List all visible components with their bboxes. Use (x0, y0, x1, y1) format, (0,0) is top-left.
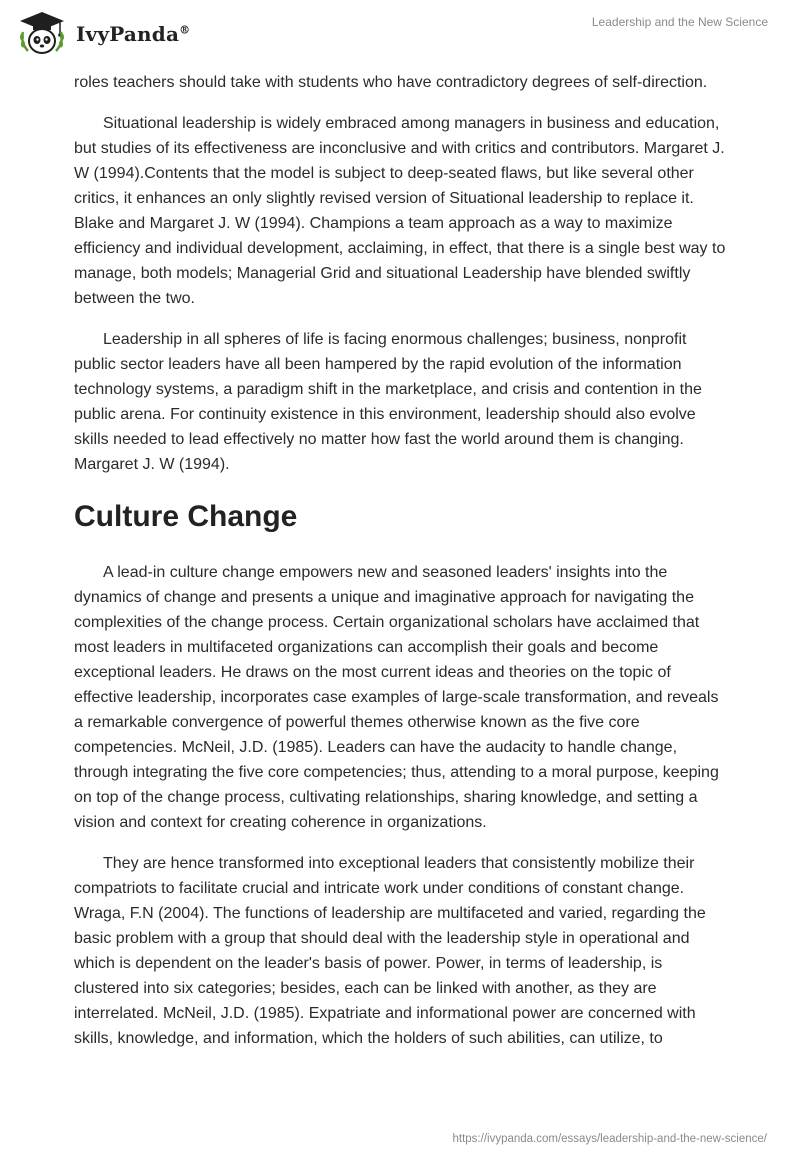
paragraph-continued: roles teachers should take with students who have contradictory degrees of self-direction. (74, 74, 708, 91)
essay-body (74, 70, 726, 1067)
page-url-footer[interactable]: https://ivypanda.com/essays/leadership-and-the-new-science/ (452, 1133, 767, 1145)
panda-graduation-cap-icon (16, 10, 68, 56)
page-header (0, 0, 800, 70)
paragraph: A lead-in culture change empowers new and seasoned leaders' insights into the dynamics of change and presents a unique and imaginative approach for navigating the complexities of the change process. Certain organizational scholars have acclaimed that most leaders in multifaceted organizations can accomplish their goals and become exceptional leaders. He draws on the most current ideas and theories on the topic of effective leadership, incorporates case examples of large-scale transformation, and reveals a remarkable convergence of powerful themes otherwise known as the five core competencies. McNeil, J.D. (1985). Leaders can have the audacity to handle change, through integrating the five core competencies; thus, attending to a moral purpose, keeping on top of the change process, cultivating relationships, sharing knowledge, and setting a vision and context for creating coherence in organizations. (74, 564, 719, 831)
document-title: Leadership and the New Science (591, 15, 768, 29)
paragraph: Leadership in all spheres of life is facing enormous challenges; business, nonprofit public sector leaders have all been hampered by the rapid evolution of the information technology systems, a paradigm shift in the marketplace, and crisis and contention in the public arena. For continuity existence in this environment, leadership should also evolve skills needed to lead effectively no matter how fast the world around them is changing. Margaret J. W (1994). (74, 331, 702, 473)
paragraph: Situational leadership is widely embraced among managers in business and education, but studies of its effectiveness are inconclusive and with critics and contributors. Margaret J. W (1994).Contents that the model is subject to deep-seated flaws, but like several other critics, it enhances an only slightly revised version of Situational leadership to replace it. Blake and Margaret J. W (1994). Champions a team approach as a way to maximize efficiency and individual development, acclaiming, in effect, that there is a single best way to manage, both models; Managerial Grid and situational Leadership have blended swiftly between the two. (74, 115, 726, 307)
section-heading: Culture Change (74, 500, 298, 533)
logo-wordmark: IvyPanda® (76, 22, 191, 46)
paragraph: They are hence transformed into exceptional leaders that consistently mobilize their compatriots to facilitate crucial and intricate work under conditions of constant change. Wraga, F.N (2004). The functions of leadership are multifaceted and varied, regarding the basic problem with a group that should deal with the leadership style in operational and which is dependent on the leader's basis of power. Power, in terms of leadership, is clustered into six categories; besides, each can be linked with another, as they are interrelated. McNeil, J.D. (1985). Expatriate and informational power are concerned with skills, knowledge, and information, which the holders of such abilities, can utilize, to (74, 855, 706, 1047)
ivypanda-logo[interactable] (16, 10, 190, 56)
